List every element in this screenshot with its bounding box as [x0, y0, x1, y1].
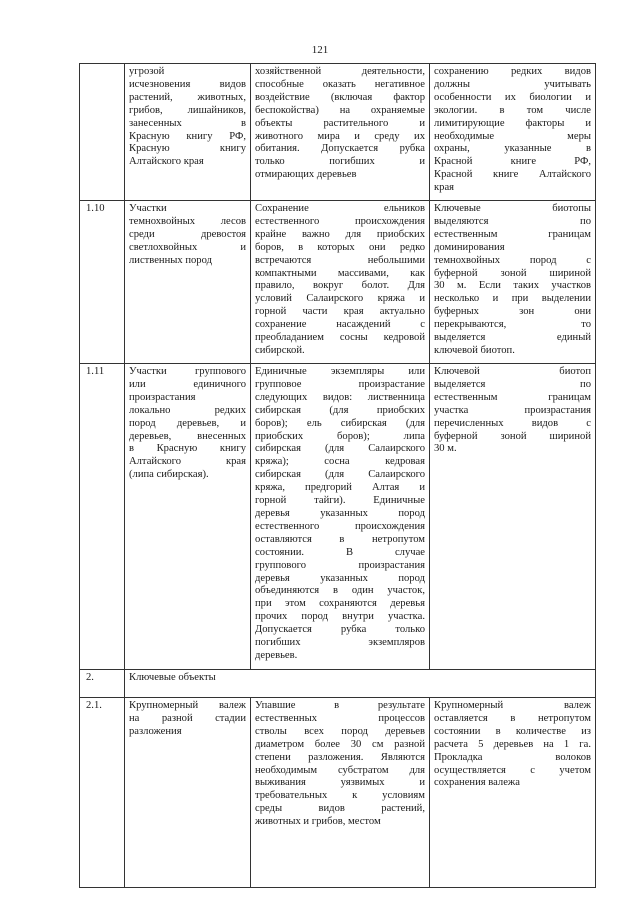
cell-line: естественным границам [434, 228, 591, 240]
cell-line: Красной книге РФ, [434, 156, 591, 168]
requirements-cell [430, 64, 596, 201]
cell-line: перечисленных видов с [434, 417, 591, 429]
cell-line: буферной зоной шириной [434, 430, 591, 442]
cell-line: при этом сохраняются деревья [255, 598, 425, 610]
cell-line: необходимые меры [434, 130, 591, 142]
cell-line: кряжа); сосна кедровая [255, 456, 425, 468]
cell-line: условий Салаирского кряжа и [255, 293, 425, 305]
cell-line: только погибших и [255, 156, 425, 168]
cell-line: животного мира и среду их [255, 130, 425, 142]
cell-line: естественного происхождения [255, 215, 425, 227]
cell-line: перекрываются, то [434, 319, 591, 331]
cell-line: края [434, 182, 455, 194]
row-number-text: 1.11 [86, 366, 105, 377]
cell-line: Единичные экземпляры или [255, 366, 425, 377]
cell-line: состоянии. В случае [255, 546, 425, 558]
cell-line: темнохвойных пород с [434, 254, 591, 266]
description-cell [251, 201, 430, 364]
cell-line: Красной книге Алтайского [434, 169, 591, 181]
cell-line: буферной зоной шириной [434, 267, 591, 279]
cell-line: или единичного [129, 378, 246, 390]
row-number-text: 2.1. [86, 700, 102, 711]
cell-line: угрозой [129, 66, 165, 77]
cell-line: пород деревьев, и [129, 417, 246, 429]
cell-line: Сохранение ельников [255, 203, 425, 214]
row-number-text: 2. [86, 672, 94, 683]
cell-line: Ключевые биотопы [434, 203, 591, 214]
cell-line: 30 м. Если таких участков [434, 280, 591, 292]
cell-line: компактными массивами, как [255, 267, 425, 279]
description-cell [251, 64, 430, 201]
cell-line: в Красную книгу [129, 443, 246, 455]
cell-line: выживания уязвимых и [255, 777, 425, 789]
cell-line: ключевой биотоп. [434, 344, 515, 356]
cell-line: боров); ель сибирская (для [255, 417, 425, 429]
cell-line: погибших экземпляров [255, 637, 425, 649]
cell-line: Участки группового [129, 366, 246, 377]
cell-line: состоянии в количестве из [434, 725, 591, 737]
cell-line: кряжа, предгорий Алтая и [255, 482, 425, 494]
section-header-text: Ключевые объекты [129, 672, 216, 683]
row-number-text: 1.10 [86, 203, 105, 214]
cell-line: способные оказать негативное [255, 78, 425, 90]
cell-line: требовательных к условиям [255, 790, 425, 802]
cell-line: деревья указанных пород [255, 507, 425, 519]
cell-line: Прокладка волоков [434, 751, 591, 763]
requirements-cell [430, 698, 596, 888]
cell-line: охраны, указанные в [434, 143, 591, 155]
cell-line: Алтайского края [129, 456, 246, 468]
cell-line: на разной стадии [129, 712, 246, 724]
cell-line: среды видов растений, [255, 803, 425, 815]
table-row-r111 [80, 364, 596, 670]
row-number [80, 201, 125, 364]
cell-line: несколько и при выделении [434, 293, 591, 305]
cell-line: сибирская (для Салаирского [255, 469, 425, 481]
cell-line: оставляются в нетропутом [255, 533, 425, 545]
cell-line: выделяется по [434, 378, 591, 390]
cell-line: степени разложения. Являются [255, 751, 425, 763]
cell-line: грибов, лишайников, [129, 104, 246, 116]
object-name-cell [125, 64, 251, 201]
cell-line: произрастания [129, 391, 196, 403]
cell-line: буферных зон они [434, 306, 591, 318]
cell-line: прочих пород внутри участка. [255, 611, 425, 623]
cell-line: деревья указанных пород [255, 572, 425, 584]
cell-line: отмирающих деревьев [255, 169, 357, 181]
cell-line: Ключевой биотоп [434, 366, 591, 377]
cell-line: Красную книгу РФ, [129, 130, 246, 142]
cell-line: выделяются по [434, 215, 591, 227]
cell-line: оставляется в нетропутом [434, 712, 591, 724]
cell-line: горной части края актуально [255, 306, 425, 318]
table-row-r2 [80, 670, 596, 698]
description-cell [251, 698, 430, 888]
cell-line: встречаются небольшими [255, 254, 425, 266]
cell-line: участка произрастания [434, 404, 591, 416]
cell-line: экологии. в том числе [434, 104, 591, 116]
cell-line: стволы всех пород деревьев [255, 725, 425, 737]
cell-line: (липа сибирская). [129, 469, 209, 481]
cell-line: преобладанием сосны кедровой [255, 332, 425, 344]
description-cell [251, 364, 430, 670]
cell-line: объединяются в один участок, [255, 585, 425, 597]
cell-line: правило, вокруг болот. Для [255, 280, 425, 292]
table-row-r21 [80, 698, 596, 888]
cell-line: локально редких [129, 404, 246, 416]
cell-line: светлохвойных и [129, 241, 246, 253]
page-number: 121 [311, 44, 329, 56]
table-row-r110 [80, 201, 596, 364]
row-number [80, 364, 125, 670]
cell-line: деревьев. [255, 649, 298, 661]
cell-line: Алтайского края [129, 156, 204, 168]
cell-line: необходимым субстратом для [255, 764, 425, 776]
cell-line: осуществляется с учетом [434, 764, 591, 776]
cell-line: диаметром более 30 см разной [255, 738, 425, 750]
cell-line: естественного происхождения [255, 520, 425, 532]
cell-line: разложения [129, 725, 182, 737]
requirements-cell [430, 201, 596, 364]
cell-line: Крупномерный валеж [129, 700, 246, 711]
cell-line: крайне важно для приобских [255, 228, 425, 240]
cell-line: естественным границам [434, 391, 591, 403]
section-header [125, 670, 596, 698]
cell-line: деревьев, внесенных [129, 430, 246, 442]
cell-line: хозяйственной деятельности, [255, 66, 425, 77]
cell-line: сибирская (для приобских [255, 404, 425, 416]
cell-line: горной тайги). Единичные [255, 495, 425, 507]
cell-line: обитания. Допускается рубка [255, 143, 425, 155]
cell-line: Упавшие в результате [255, 700, 425, 711]
cell-line: Крупномерный валеж [434, 700, 591, 711]
cell-line: сибирская (для Салаирского [255, 443, 425, 455]
cell-line: приобских боров); липа [255, 430, 425, 442]
cell-line: Красную книгу [129, 143, 246, 155]
object-name-cell [125, 698, 251, 888]
cell-line: расчета 5 деревьев на 1 га. [434, 738, 591, 750]
cell-line: занесенных в [129, 117, 246, 129]
cell-line: особенности их биологии и [434, 91, 591, 103]
cell-line: групповое произрастание [255, 378, 425, 390]
object-name-cell [125, 201, 251, 364]
cell-line: лимитирующие факторы и [434, 117, 591, 129]
cell-line: сибирской. [255, 344, 305, 356]
cell-line: животных и грибов, местом [255, 816, 381, 828]
cell-line: среди древостоя [129, 228, 246, 240]
cell-line: боров, в которых они редко [255, 241, 425, 253]
cell-line: сохранения валежа [434, 777, 520, 789]
cell-line: беспокойства) на охраняемые [255, 104, 425, 116]
cell-line: следующих видов: лиственница [255, 391, 425, 403]
cell-line: воздействие (включая фактор [255, 91, 425, 103]
cell-line: исчезновения видов [129, 78, 246, 90]
cell-line: сохранение насаждений с [255, 319, 425, 331]
cell-line: должны учитывать [434, 78, 591, 90]
object-name-cell [125, 364, 251, 670]
cell-line: 30 м. [434, 443, 457, 455]
table-row-cont [80, 64, 596, 201]
key-biotopes-table [79, 63, 596, 888]
row-number [80, 698, 125, 888]
requirements-cell [430, 364, 596, 670]
table-body [80, 64, 596, 888]
row-number [80, 64, 125, 201]
cell-line: естественных процессов [255, 712, 425, 724]
cell-line: лиственных пород [129, 254, 212, 266]
cell-line: Участки [129, 203, 167, 214]
cell-line: объекты растительного и [255, 117, 425, 129]
cell-line: выделяется единый [434, 332, 591, 344]
cell-line: растений, животных, [129, 91, 246, 103]
cell-line: доминирования [434, 241, 505, 253]
cell-line: сохранению редких видов [434, 66, 591, 77]
cell-line: Допускается рубка только [255, 624, 425, 636]
row-number [80, 670, 125, 698]
cell-line: группового произрастания [255, 559, 425, 571]
cell-line: темнохвойных лесов [129, 215, 246, 227]
